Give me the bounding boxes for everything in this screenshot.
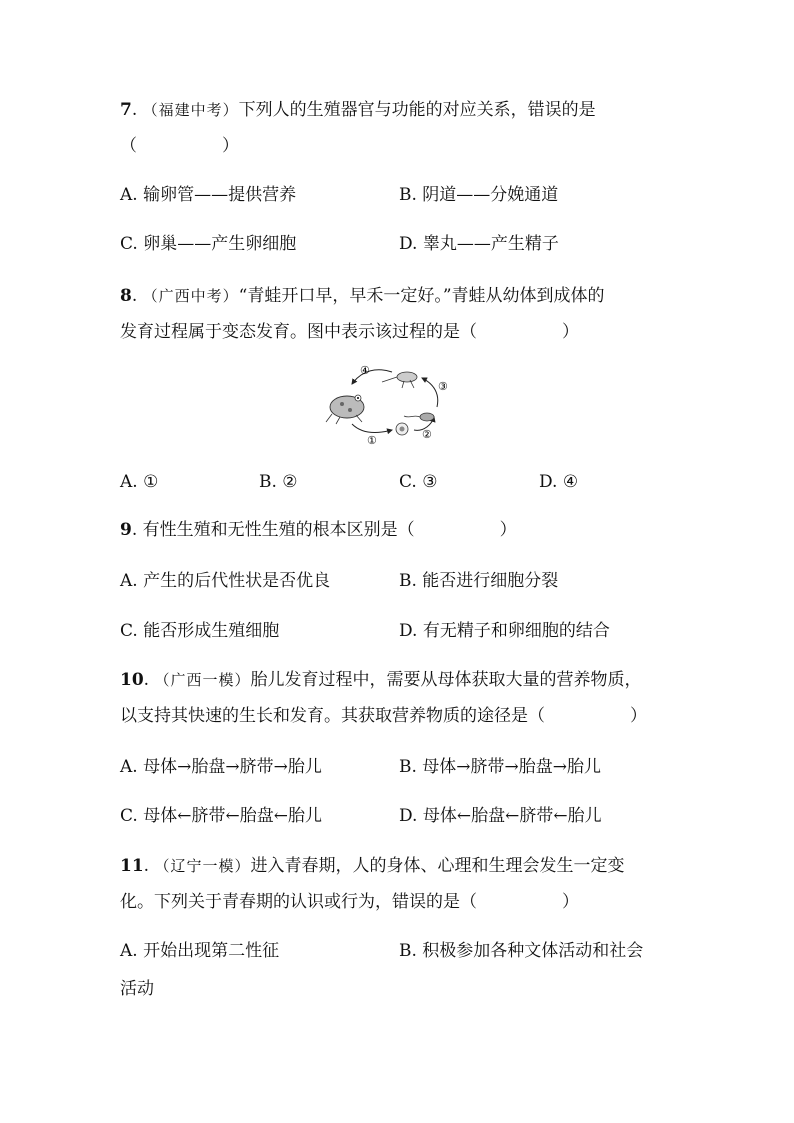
question-text: 胎儿发育过程中，需要从母体获取大量的营养物质， — [250, 670, 642, 690]
question-8 — [120, 278, 680, 350]
question-number: 10 — [120, 670, 144, 690]
option-b: B. 能否进行细胞分裂 — [399, 571, 559, 591]
egg-icon — [396, 423, 408, 435]
question-10-stem: 10. （广西一模）胎儿发育过程中，需要从母体获取大量的营养物质， — [120, 670, 642, 690]
option-a: A. 母体→胎盘→脐带→胎儿 — [120, 757, 322, 777]
question-source: （辽宁一模） — [154, 857, 251, 875]
young-frog-icon — [382, 372, 417, 388]
arrow-4 — [352, 370, 392, 384]
label-2: ② — [422, 428, 432, 441]
arrow-1 — [352, 424, 392, 432]
option-c: C. ③ — [399, 472, 438, 492]
question-source: （广西一模） — [154, 671, 251, 689]
question-text: 下列人的生殖器官与功能的对应关系，错误的是 — [238, 100, 596, 120]
option-b: B. ② — [259, 472, 298, 492]
option-d: D. ④ — [539, 472, 579, 492]
option-d: D. 有无精子和卵细胞的结合 — [399, 621, 610, 641]
option-a: A. ① — [120, 472, 159, 492]
question-9 — [120, 512, 680, 548]
answer-blank: （ ） — [120, 136, 239, 156]
option-d: D. 睾丸——产生精子 — [399, 234, 559, 254]
question-source: （广西中考） — [142, 287, 239, 305]
question-text: 有性生殖和无性生殖的根本区别是（ ） — [142, 520, 517, 540]
question-text-cont: 以支持其快速的生长和发育。其获取营养物质的途径是（ ） — [120, 706, 647, 726]
option-d: D. 母体←胎盘←脐带←胎儿 — [399, 806, 602, 826]
question-11-stem: 11. （辽宁一模）进入青春期，人的身体、心理和生理会发生一定变 — [120, 856, 625, 876]
option-a: A. 产生的后代性状是否优良 — [120, 571, 331, 591]
question-9-stem: 9. 有性生殖和无性生殖的根本区别是（ ） — [120, 520, 517, 540]
question-10 — [120, 662, 680, 734]
label-1: ① — [367, 434, 377, 447]
question-7 — [120, 92, 680, 164]
question-number: 9 — [120, 520, 132, 540]
tadpole-icon — [404, 413, 434, 421]
arrow-3 — [422, 378, 438, 407]
question-source: （福建中考） — [142, 101, 239, 119]
option-b: B. 积极参加各种文体活动和社会 — [399, 941, 644, 961]
question-number: 8 — [120, 286, 132, 306]
option-c: C. 母体←脐带←胎盘←胎儿 — [120, 806, 322, 826]
adult-frog-icon — [326, 395, 364, 424]
option-b: B. 母体→脐带→胎盘→胎儿 — [399, 757, 602, 777]
question-text-cont: 化。下列关于青春期的认识或行为，错误的是（ ） — [120, 892, 579, 912]
question-8-stem: 8. （广西中考）“青蛙开口早，早禾一定好。”青蛙从幼体到成体的 — [120, 286, 605, 306]
option-a: A. 开始出现第二性征 — [120, 941, 280, 961]
question-text: 进入青春期，人的身体、心理和生理会发生一定变 — [250, 856, 625, 876]
question-text-cont: 发育过程属于变态发育。图中表示该过程的是（ ） — [120, 322, 579, 342]
frog-life-cycle-figure — [322, 362, 452, 452]
label-4: ④ — [360, 364, 370, 377]
option-b: B. 阴道——分娩通道 — [399, 185, 559, 205]
question-11 — [120, 848, 680, 920]
option-b-cont: 活动 — [120, 979, 154, 999]
question-text: “青蛙开口早，早禾一定好。”青蛙从幼体到成体的 — [238, 286, 605, 306]
option-c: C. 卵巢——产生卵细胞 — [120, 234, 297, 254]
option-c: C. 能否形成生殖细胞 — [120, 621, 280, 641]
label-3: ③ — [438, 380, 448, 393]
question-number: 7 — [120, 100, 132, 120]
option-a: A. 输卵管——提供营养 — [120, 185, 297, 205]
question-number: 11 — [120, 856, 144, 876]
question-7-stem: 7. （福建中考）下列人的生殖器官与功能的对应关系，错误的是 — [120, 100, 596, 120]
